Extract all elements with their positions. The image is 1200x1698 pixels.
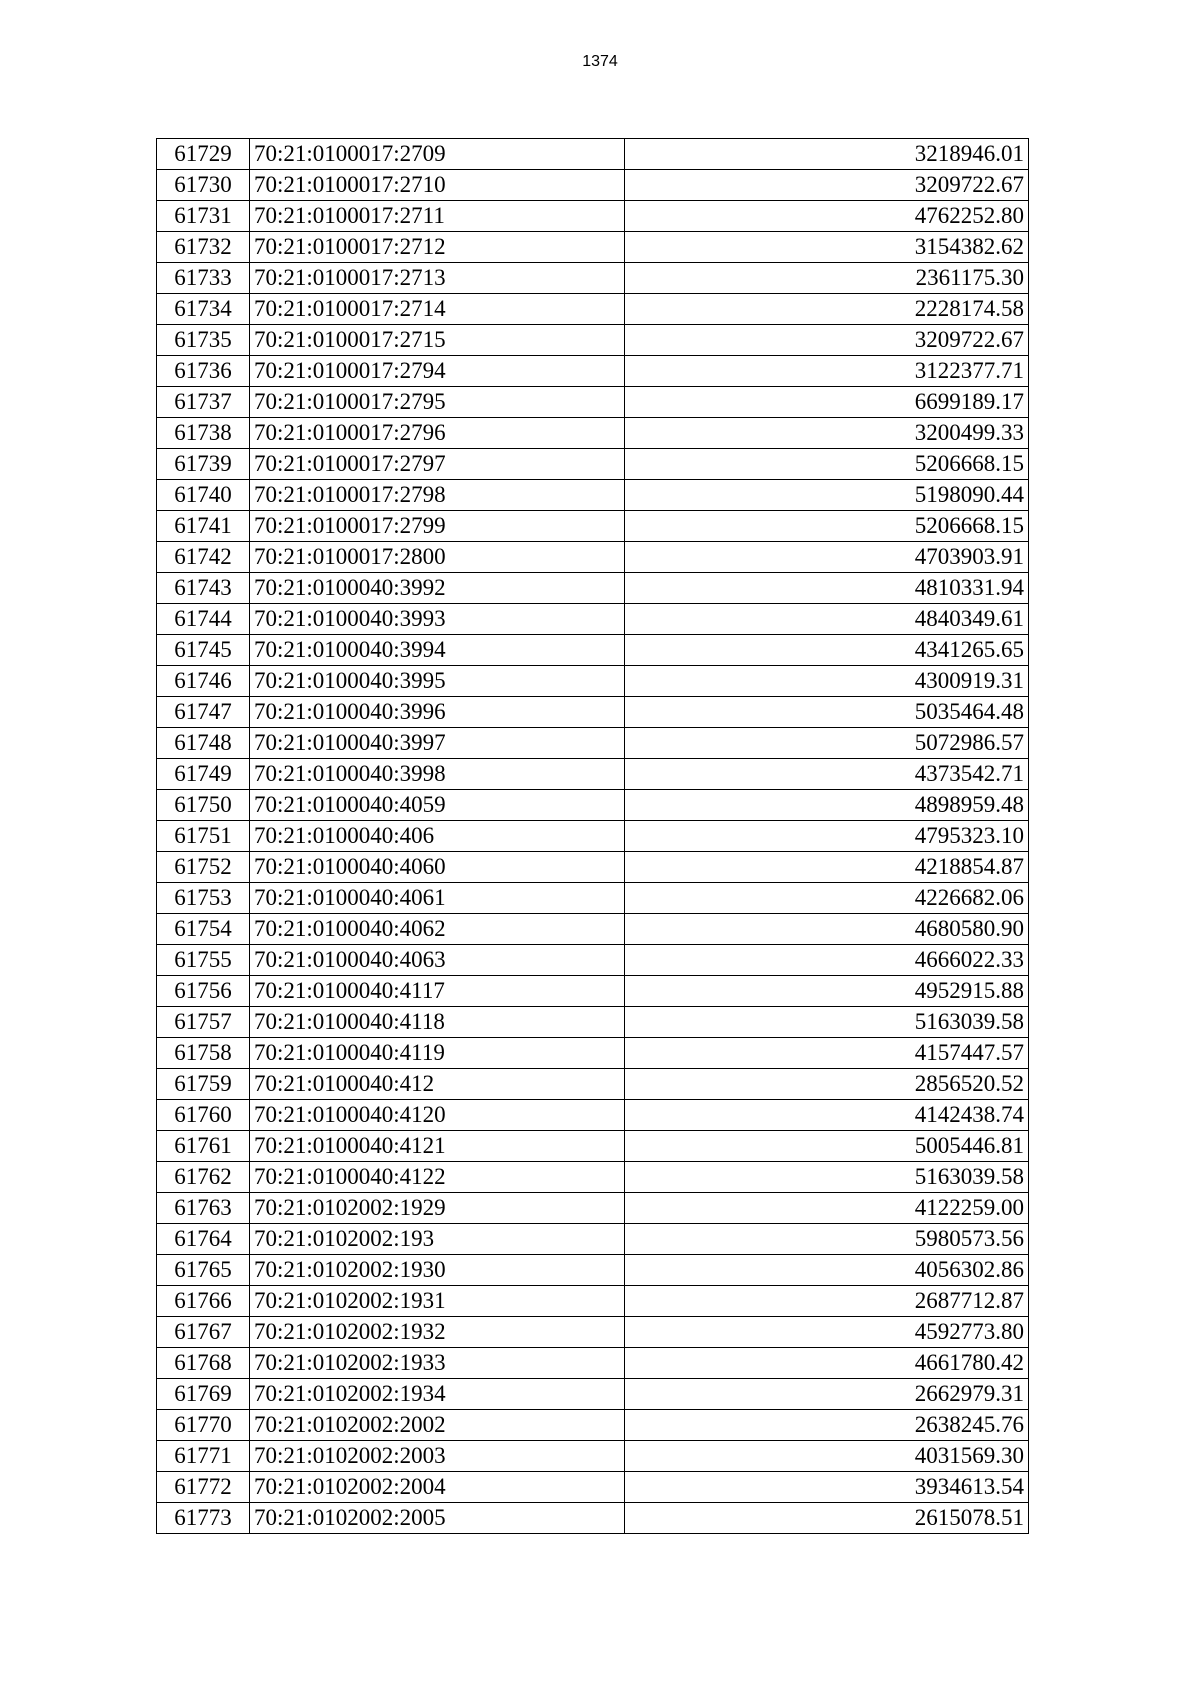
table-row: [157, 1503, 1029, 1534]
row-number-cell: 61737: [157, 387, 250, 418]
row-number-cell: 61729: [157, 139, 250, 170]
cadastral-value-cell: 3934613.54: [625, 1472, 1029, 1503]
cadastral-number-cell: 70:21:0100017:2797: [250, 449, 625, 480]
table-row: [157, 790, 1029, 821]
table-row: [157, 635, 1029, 666]
cadastral-number-cell: 70:21:0102002:193: [250, 1224, 625, 1255]
cadastral-value-cell: 4157447.57: [625, 1038, 1029, 1069]
cadastral-number-cell: 70:21:0100017:2710: [250, 170, 625, 201]
cadastral-number-cell: 70:21:0100040:4060: [250, 852, 625, 883]
table-row: [157, 449, 1029, 480]
row-number-cell: 61760: [157, 1100, 250, 1131]
row-number-cell: 61752: [157, 852, 250, 883]
cadastral-value-cell: 5980573.56: [625, 1224, 1029, 1255]
row-number-cell: 61772: [157, 1472, 250, 1503]
table-row: [157, 1224, 1029, 1255]
cadastral-value-cell: 4592773.80: [625, 1317, 1029, 1348]
row-number-cell: 61756: [157, 976, 250, 1007]
table-row: [157, 821, 1029, 852]
cadastral-value-cell: 5206668.15: [625, 449, 1029, 480]
row-number-cell: 61741: [157, 511, 250, 542]
cadastral-value-cell: 2687712.87: [625, 1286, 1029, 1317]
table-row: [157, 1379, 1029, 1410]
cadastral-number-cell: 70:21:0102002:1932: [250, 1317, 625, 1348]
table-row: [157, 1317, 1029, 1348]
row-number-cell: 61763: [157, 1193, 250, 1224]
cadastral-value-cell: 5163039.58: [625, 1007, 1029, 1038]
table-row: [157, 945, 1029, 976]
cadastral-number-cell: 70:21:0100040:3997: [250, 728, 625, 759]
cadastral-number-cell: 70:21:0102002:2004: [250, 1472, 625, 1503]
table-row: [157, 232, 1029, 263]
cadastral-number-cell: 70:21:0102002:1933: [250, 1348, 625, 1379]
table-row: [157, 1441, 1029, 1472]
cadastral-value-cell: 2856520.52: [625, 1069, 1029, 1100]
table-row: [157, 573, 1029, 604]
cadastral-value-cell: 4680580.90: [625, 914, 1029, 945]
table-row: [157, 325, 1029, 356]
table-row: [157, 1069, 1029, 1100]
row-number-cell: 61773: [157, 1503, 250, 1534]
cadastral-value-cell: 4142438.74: [625, 1100, 1029, 1131]
row-number-cell: 61749: [157, 759, 250, 790]
cadastral-value-cell: 5072986.57: [625, 728, 1029, 759]
row-number-cell: 61755: [157, 945, 250, 976]
row-number-cell: 61757: [157, 1007, 250, 1038]
row-number-cell: 61754: [157, 914, 250, 945]
table-row: [157, 387, 1029, 418]
cadastral-number-cell: 70:21:0100040:412: [250, 1069, 625, 1100]
cadastral-value-cell: 6699189.17: [625, 387, 1029, 418]
cadastral-number-cell: 70:21:0100017:2799: [250, 511, 625, 542]
cadastral-number-cell: 70:21:0102002:1929: [250, 1193, 625, 1224]
row-number-cell: 61742: [157, 542, 250, 573]
cadastral-number-cell: 70:21:0100017:2714: [250, 294, 625, 325]
cadastral-value-cell: 4666022.33: [625, 945, 1029, 976]
row-number-cell: 61767: [157, 1317, 250, 1348]
table-row: [157, 1100, 1029, 1131]
row-number-cell: 61739: [157, 449, 250, 480]
cadastral-value-cell: 4300919.31: [625, 666, 1029, 697]
table-row: [157, 511, 1029, 542]
cadastral-number-cell: 70:21:0100017:2715: [250, 325, 625, 356]
cadastral-value-cell: 3209722.67: [625, 325, 1029, 356]
row-number-cell: 61750: [157, 790, 250, 821]
cadastral-value-cell: 4898959.48: [625, 790, 1029, 821]
cadastral-value-cell: 4703903.91: [625, 542, 1029, 573]
cadastral-value-cell: 4810331.94: [625, 573, 1029, 604]
cadastral-number-cell: 70:21:0100040:4119: [250, 1038, 625, 1069]
table-row: [157, 170, 1029, 201]
row-number-cell: 61765: [157, 1255, 250, 1286]
table-row: [157, 976, 1029, 1007]
row-number-cell: 61764: [157, 1224, 250, 1255]
cadastral-number-cell: 70:21:0100040:4121: [250, 1131, 625, 1162]
row-number-cell: 61732: [157, 232, 250, 263]
table-row: [157, 1038, 1029, 1069]
table-row: [157, 1348, 1029, 1379]
cadastral-value-cell: 4661780.42: [625, 1348, 1029, 1379]
cadastral-number-cell: 70:21:0100040:4061: [250, 883, 625, 914]
row-number-cell: 61735: [157, 325, 250, 356]
cadastral-value-cell: 3200499.33: [625, 418, 1029, 449]
row-number-cell: 61743: [157, 573, 250, 604]
cadastral-value-cell: 4373542.71: [625, 759, 1029, 790]
cadastral-number-cell: 70:21:0100017:2711: [250, 201, 625, 232]
cadastral-value-cell: 4341265.65: [625, 635, 1029, 666]
cadastral-value-cell: 2638245.76: [625, 1410, 1029, 1441]
table-row: [157, 883, 1029, 914]
cadastral-number-cell: 70:21:0100040:3996: [250, 697, 625, 728]
row-number-cell: 61738: [157, 418, 250, 449]
cadastral-number-cell: 70:21:0100017:2795: [250, 387, 625, 418]
cadastral-value-cell: 4056302.86: [625, 1255, 1029, 1286]
cadastral-value-cell: 5163039.58: [625, 1162, 1029, 1193]
cadastral-value-cell: 5035464.48: [625, 697, 1029, 728]
cadastral-number-cell: 70:21:0100040:406: [250, 821, 625, 852]
table-row: [157, 201, 1029, 232]
row-number-cell: 61740: [157, 480, 250, 511]
table-row: [157, 1286, 1029, 1317]
row-number-cell: 61747: [157, 697, 250, 728]
cadastral-number-cell: 70:21:0100017:2796: [250, 418, 625, 449]
row-number-cell: 61769: [157, 1379, 250, 1410]
table-row: [157, 666, 1029, 697]
table-row: [157, 1472, 1029, 1503]
cadastral-value-cell: 3209722.67: [625, 170, 1029, 201]
cadastral-value-cell: 4031569.30: [625, 1441, 1029, 1472]
table-row: [157, 1410, 1029, 1441]
cadastral-number-cell: 70:21:0100040:4120: [250, 1100, 625, 1131]
table-row: [157, 1255, 1029, 1286]
cadastral-number-cell: 70:21:0102002:2003: [250, 1441, 625, 1472]
cadastral-number-cell: 70:21:0100040:3992: [250, 573, 625, 604]
page-number: 1374: [582, 53, 618, 70]
row-number-cell: 61748: [157, 728, 250, 759]
row-number-cell: 61751: [157, 821, 250, 852]
row-number-cell: 61761: [157, 1131, 250, 1162]
row-number-cell: 61736: [157, 356, 250, 387]
table-row: [157, 604, 1029, 635]
table-row: [157, 728, 1029, 759]
cadastral-number-cell: 70:21:0100040:4063: [250, 945, 625, 976]
cadastral-number-cell: 70:21:0102002:1931: [250, 1286, 625, 1317]
cadastral-value-cell: 4762252.80: [625, 201, 1029, 232]
cadastral-value-cell: 3218946.01: [625, 139, 1029, 170]
cadastral-value-cell: 4122259.00: [625, 1193, 1029, 1224]
row-number-cell: 61758: [157, 1038, 250, 1069]
row-number-cell: 61762: [157, 1162, 250, 1193]
cadastral-number-cell: 70:21:0102002:2002: [250, 1410, 625, 1441]
cadastral-value-cell: 4840349.61: [625, 604, 1029, 635]
cadastral-number-cell: 70:21:0100040:4117: [250, 976, 625, 1007]
cadastral-number-cell: 70:21:0100040:3998: [250, 759, 625, 790]
cadastral-value-cell: 4226682.06: [625, 883, 1029, 914]
cadastral-number-cell: 70:21:0100040:4062: [250, 914, 625, 945]
cadastral-number-cell: 70:21:0100017:2709: [250, 139, 625, 170]
row-number-cell: 61770: [157, 1410, 250, 1441]
table-row: [157, 759, 1029, 790]
row-number-cell: 61768: [157, 1348, 250, 1379]
cadastral-value-cell: 2228174.58: [625, 294, 1029, 325]
row-number-cell: 61766: [157, 1286, 250, 1317]
table-row: [157, 1162, 1029, 1193]
cadastral-value-cell: 2361175.30: [625, 263, 1029, 294]
cadastral-number-cell: 70:21:0100040:4122: [250, 1162, 625, 1193]
table-row: [157, 852, 1029, 883]
table-row: [157, 1193, 1029, 1224]
row-number-cell: 61771: [157, 1441, 250, 1472]
table-row: [157, 1007, 1029, 1038]
cadastral-value-cell: 3154382.62: [625, 232, 1029, 263]
cadastral-value-cell: 2615078.51: [625, 1503, 1029, 1534]
cadastral-number-cell: 70:21:0102002:1934: [250, 1379, 625, 1410]
cadastral-value-cell: 5206668.15: [625, 511, 1029, 542]
cadastral-value-cell: 5198090.44: [625, 480, 1029, 511]
table-row: [157, 1131, 1029, 1162]
table-row: [157, 139, 1029, 170]
cadastral-value-cell: 4218854.87: [625, 852, 1029, 883]
table-row: [157, 697, 1029, 728]
table-row: [157, 356, 1029, 387]
cadastral-number-cell: 70:21:0100017:2798: [250, 480, 625, 511]
table-row: [157, 294, 1029, 325]
table-row: [157, 418, 1029, 449]
cadastral-number-cell: 70:21:0100040:3994: [250, 635, 625, 666]
row-number-cell: 61734: [157, 294, 250, 325]
row-number-cell: 61759: [157, 1069, 250, 1100]
cadastral-number-cell: 70:21:0100040:4118: [250, 1007, 625, 1038]
cadastral-value-cell: 4795323.10: [625, 821, 1029, 852]
cadastral-number-cell: 70:21:0102002:2005: [250, 1503, 625, 1534]
table-body: [157, 139, 1029, 1534]
cadastral-value-table: [156, 138, 1029, 1534]
table-row: [157, 914, 1029, 945]
table-row: [157, 542, 1029, 573]
cadastral-value-cell: 4952915.88: [625, 976, 1029, 1007]
cadastral-value-cell: 3122377.71: [625, 356, 1029, 387]
table-row: [157, 480, 1029, 511]
cadastral-value-cell: 5005446.81: [625, 1131, 1029, 1162]
row-number-cell: 61745: [157, 635, 250, 666]
cadastral-number-cell: 70:21:0100040:3995: [250, 666, 625, 697]
cadastral-number-cell: 70:21:0100017:2800: [250, 542, 625, 573]
cadastral-number-cell: 70:21:0100017:2712: [250, 232, 625, 263]
row-number-cell: 61744: [157, 604, 250, 635]
row-number-cell: 61746: [157, 666, 250, 697]
row-number-cell: 61731: [157, 201, 250, 232]
cadastral-number-cell: 70:21:0100017:2713: [250, 263, 625, 294]
cadastral-number-cell: 70:21:0100040:3993: [250, 604, 625, 635]
cadastral-number-cell: 70:21:0102002:1930: [250, 1255, 625, 1286]
cadastral-number-cell: 70:21:0100040:4059: [250, 790, 625, 821]
cadastral-number-cell: 70:21:0100017:2794: [250, 356, 625, 387]
row-number-cell: 61730: [157, 170, 250, 201]
cadastral-value-cell: 2662979.31: [625, 1379, 1029, 1410]
table-row: [157, 263, 1029, 294]
row-number-cell: 61753: [157, 883, 250, 914]
row-number-cell: 61733: [157, 263, 250, 294]
